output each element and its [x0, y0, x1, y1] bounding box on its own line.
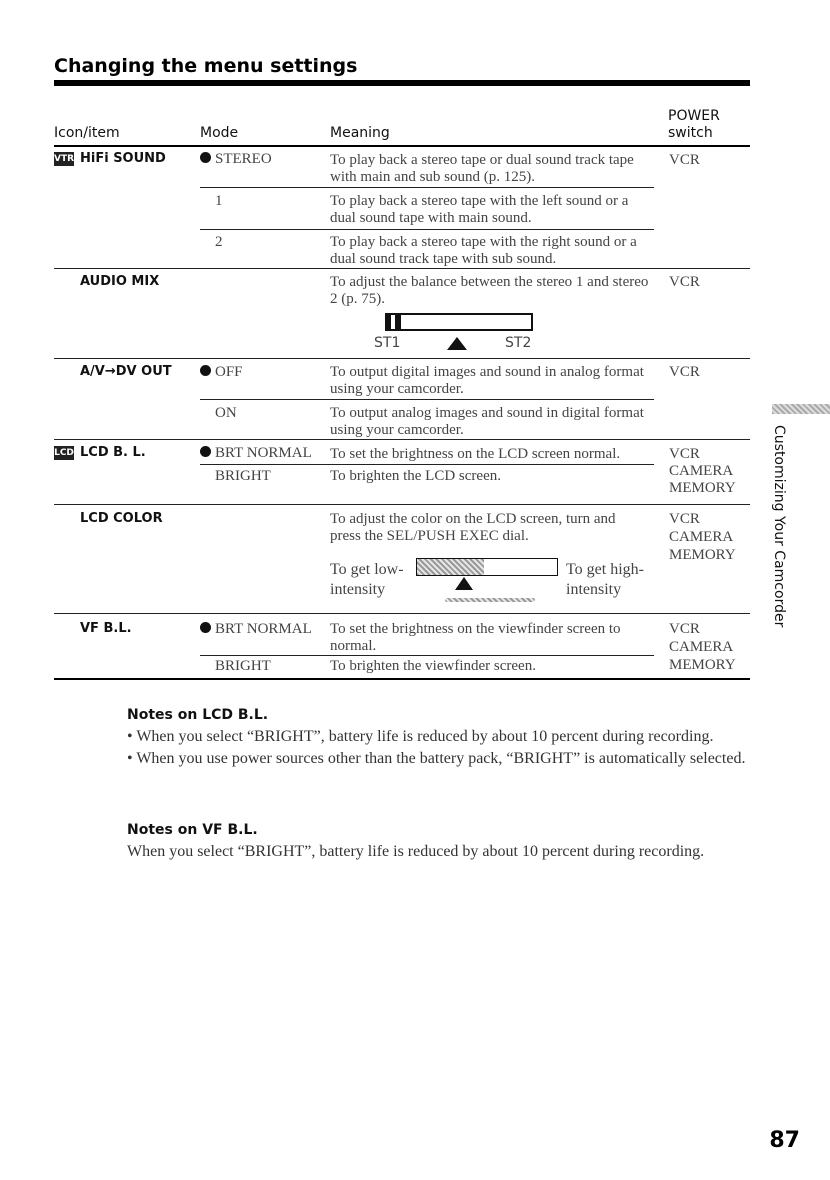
power-vf-bl-1: VCR	[669, 621, 700, 637]
power-av-dv: VCR	[669, 364, 700, 380]
page-title: Changing the menu settings	[54, 55, 358, 77]
row-lcd-color: LCD COLOR	[80, 511, 163, 526]
mode-label: STEREO	[215, 151, 272, 167]
meaning-vf-bright: To brighten the viewfinder screen.	[330, 658, 536, 674]
mode-1: 1	[215, 193, 223, 209]
header-icon-item: Icon/item	[54, 125, 120, 141]
power-vf-bl-2: CAMERA	[669, 639, 734, 655]
side-tab-marker	[772, 404, 830, 414]
row-divider	[54, 268, 750, 269]
mode-vf-brt-normal	[200, 621, 312, 638]
mode-brt-normal	[200, 445, 312, 462]
header-meaning: Meaning	[330, 125, 390, 141]
mode-on: ON	[215, 405, 237, 421]
power-hifi: VCR	[669, 152, 700, 168]
header-rule	[54, 145, 750, 147]
row-divider	[200, 229, 654, 230]
meaning-2: To play back a stereo tape with the right sound or a dual sound track tape with sub sound.	[330, 234, 637, 267]
row-divider	[54, 439, 750, 440]
st2-label: ST2	[505, 335, 532, 351]
notes-lcd-bullet-2: • When you use power sources other than the battery pack, “BRIGHT” is automatically selected.	[127, 750, 746, 767]
row-divider	[200, 655, 654, 656]
row-divider	[200, 464, 654, 465]
low-label-line2: intensity	[330, 581, 386, 598]
row-divider	[54, 358, 750, 359]
header-mode: Mode	[200, 125, 239, 141]
row-divider	[54, 504, 750, 505]
row-vf-bl: VF B.L.	[80, 621, 132, 636]
meaning-brt-normal: To set the brightness on the LCD screen normal.	[330, 446, 621, 462]
mode-stereo	[200, 151, 272, 168]
meaning-stereo: To play back a stereo tape or dual sound track tape with main and sub sound (p. 125).	[330, 152, 634, 185]
power-lcd-bl-1: VCR	[669, 446, 700, 462]
default-dot-icon	[200, 622, 211, 633]
title-rule	[54, 80, 750, 86]
mode-off	[200, 364, 243, 381]
power-audio-mix: VCR	[669, 274, 700, 290]
mode-2: 2	[215, 234, 223, 250]
high-intensity-label	[566, 560, 644, 600]
notes-vf-body: When you select “BRIGHT”, battery life is reduced by about 10 percent during recording.	[127, 843, 705, 860]
meaning-audio-mix: To adjust the balance between the stereo 1 and stereo 2 (p. 75).	[330, 274, 649, 307]
row-divider	[200, 187, 654, 188]
item-label: HiFi SOUND	[80, 151, 166, 166]
row-hifi-sound	[54, 151, 166, 166]
row-divider	[54, 613, 750, 614]
notes-vf-heading: Notes on VF B.L.	[127, 822, 258, 838]
meaning-on: To output analog images and sound in digital format using your camcorder.	[330, 405, 644, 438]
table-bottom-rule	[54, 678, 750, 680]
dial-arrows-icon	[445, 598, 535, 602]
meaning-off: To output digital images and sound in analog format using your camcorder.	[330, 364, 644, 397]
triangle-up-icon	[455, 577, 473, 590]
power-lcd-bl-3: MEMORY	[669, 480, 736, 496]
default-dot-icon	[200, 446, 211, 457]
page-number: 87	[769, 1128, 800, 1153]
power-lcd-bl-2: CAMERA	[669, 463, 734, 479]
side-tab-label: Customizing Your Camcorder	[771, 425, 787, 628]
triangle-up-icon	[447, 337, 467, 350]
mode-label: OFF	[215, 364, 243, 380]
row-audio-mix: AUDIO MIX	[80, 274, 160, 289]
mode-label: BRT NORMAL	[215, 621, 312, 637]
meaning-vf-brt-normal: To set the brightness on the viewfinder screen to normal.	[330, 621, 621, 654]
low-label-line1: To get low-	[330, 561, 404, 578]
meaning-lcd-color: To adjust the color on the LCD screen, turn and press the SEL/PUSH EXEC dial.	[330, 511, 616, 544]
high-label-line1: To get high-	[566, 561, 644, 578]
color-fill	[417, 559, 484, 575]
power-lcd-color-2: CAMERA	[669, 529, 734, 545]
audio-balance-gauge	[385, 313, 533, 331]
header-power-line2: switch	[668, 125, 713, 141]
power-lcd-color-3: MEMORY	[669, 547, 736, 563]
power-vf-bl-3: MEMORY	[669, 657, 736, 673]
meaning-bright: To brighten the LCD screen.	[330, 468, 501, 484]
mode-vf-bright: BRIGHT	[215, 658, 271, 674]
low-intensity-label	[330, 560, 404, 600]
meaning-1: To play back a stereo tape with the left sound or a dual sound tape with main sound.	[330, 193, 629, 226]
header-power-line1: POWER	[668, 108, 720, 124]
row-av-dv-out: A/V→DV OUT	[80, 364, 172, 379]
row-lcd-bl	[54, 445, 146, 460]
notes-lcd-bullet-1: • When you select “BRIGHT”, battery life is reduced by about 10 percent during recording.	[127, 728, 714, 745]
mode-bright: BRIGHT	[215, 468, 271, 484]
high-label-line2: intensity	[566, 581, 622, 598]
item-label: LCD B. L.	[80, 445, 146, 460]
power-lcd-color-1: VCR	[669, 511, 700, 527]
default-dot-icon	[200, 152, 211, 163]
default-dot-icon	[200, 365, 211, 376]
st1-label: ST1	[374, 335, 401, 351]
notes-lcd-heading: Notes on LCD B.L.	[127, 707, 269, 723]
mode-label: BRT NORMAL	[215, 445, 312, 461]
color-gauge	[416, 558, 558, 576]
vtr-icon: VTR	[54, 153, 75, 164]
notes-lcd-body	[127, 726, 749, 770]
row-divider	[200, 399, 654, 400]
lcd-icon: LCD	[54, 447, 74, 458]
balance-marker	[391, 315, 395, 329]
